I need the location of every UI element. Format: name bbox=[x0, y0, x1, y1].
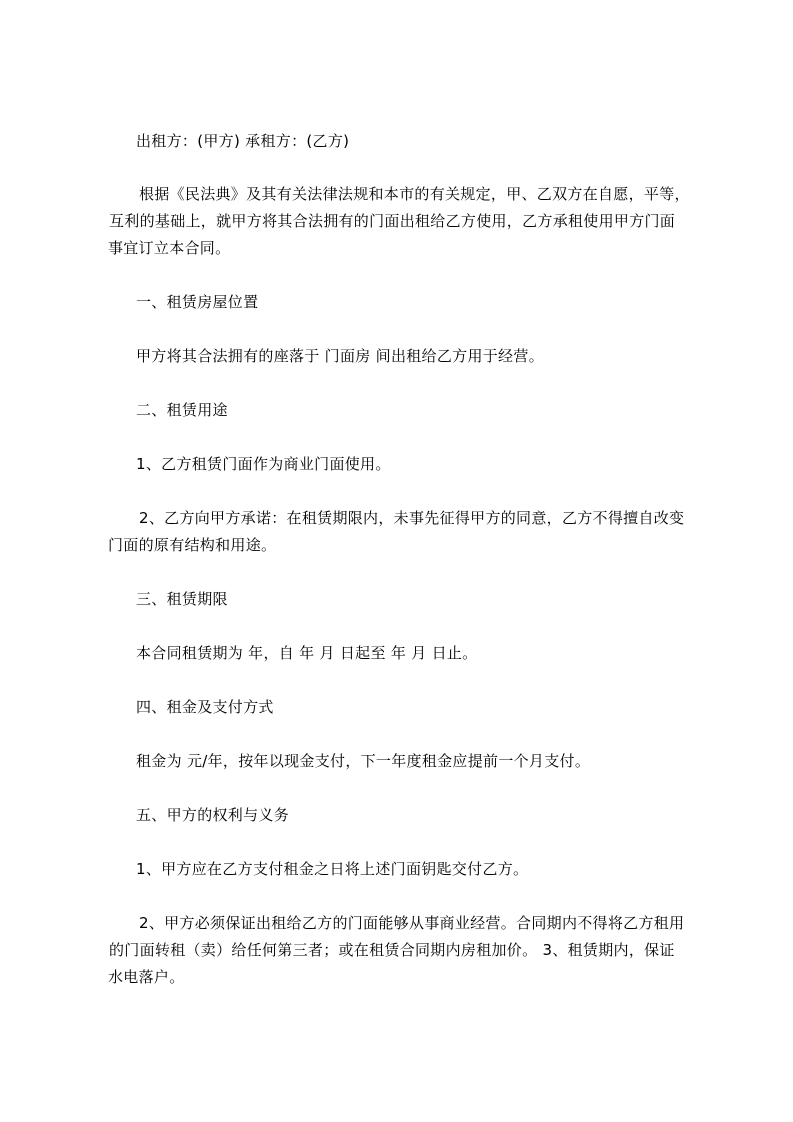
section-1-text: 甲方将其合法拥有的座落于 门面房 间出租给乙方用于经营。 bbox=[136, 347, 544, 365]
section-1-heading: 一、租赁房屋位置 bbox=[136, 293, 259, 311]
section-5-item-2-line-2: 的门面转租（卖）给任何第三者；或在租赁合同期内房租加价。 3、租赁期内，保证 bbox=[109, 941, 675, 959]
section-5-heading: 五、甲方的权利与义务 bbox=[136, 806, 290, 824]
section-5-item-1: 1、甲方应在乙方支付租金之日将上述门面钥匙交付乙方。 bbox=[136, 860, 529, 878]
section-2-item-2-line-1: 2、乙方向甲方承诺：在租赁期限内，未事先征得甲方的同意，乙方不得擅自改变 bbox=[139, 509, 685, 527]
intro-line-3: 事宜订立本合同。 bbox=[108, 239, 231, 257]
section-3-text: 本合同租赁期为 年，自 年 月 日起至 年 月 日止。 bbox=[136, 644, 478, 662]
parties-line: 出租方：(甲方) 承租方：(乙方) bbox=[136, 132, 350, 150]
section-3-heading: 三、租赁期限 bbox=[136, 590, 228, 608]
section-5-item-2-line-3: 水电落户。 bbox=[108, 968, 185, 986]
section-2-item-2-line-2: 门面的原有结构和用途。 bbox=[108, 536, 277, 554]
intro-line-1: 根据《民法典》及其有关法律法规和本市的有关规定，甲、乙双方在自愿，平等， bbox=[139, 185, 690, 203]
intro-line-2: 互利的基础上，就甲方将其合法拥有的门面出租给乙方使用，乙方承租使用甲方门面 bbox=[109, 212, 676, 230]
section-4-text: 租金为 元/年，按年以现金支付，下一年度租金应提前一个月支付。 bbox=[136, 752, 591, 770]
section-4-heading: 四、租金及支付方式 bbox=[136, 698, 274, 716]
section-2-heading: 二、租赁用途 bbox=[136, 401, 228, 419]
section-2-item-1: 1、乙方租赁门面作为商业门面使用。 bbox=[136, 455, 391, 473]
section-5-item-2-line-1: 2、甲方必须保证出租给乙方的门面能够从事商业经营。合同期内不得将乙方租用 bbox=[139, 914, 685, 932]
